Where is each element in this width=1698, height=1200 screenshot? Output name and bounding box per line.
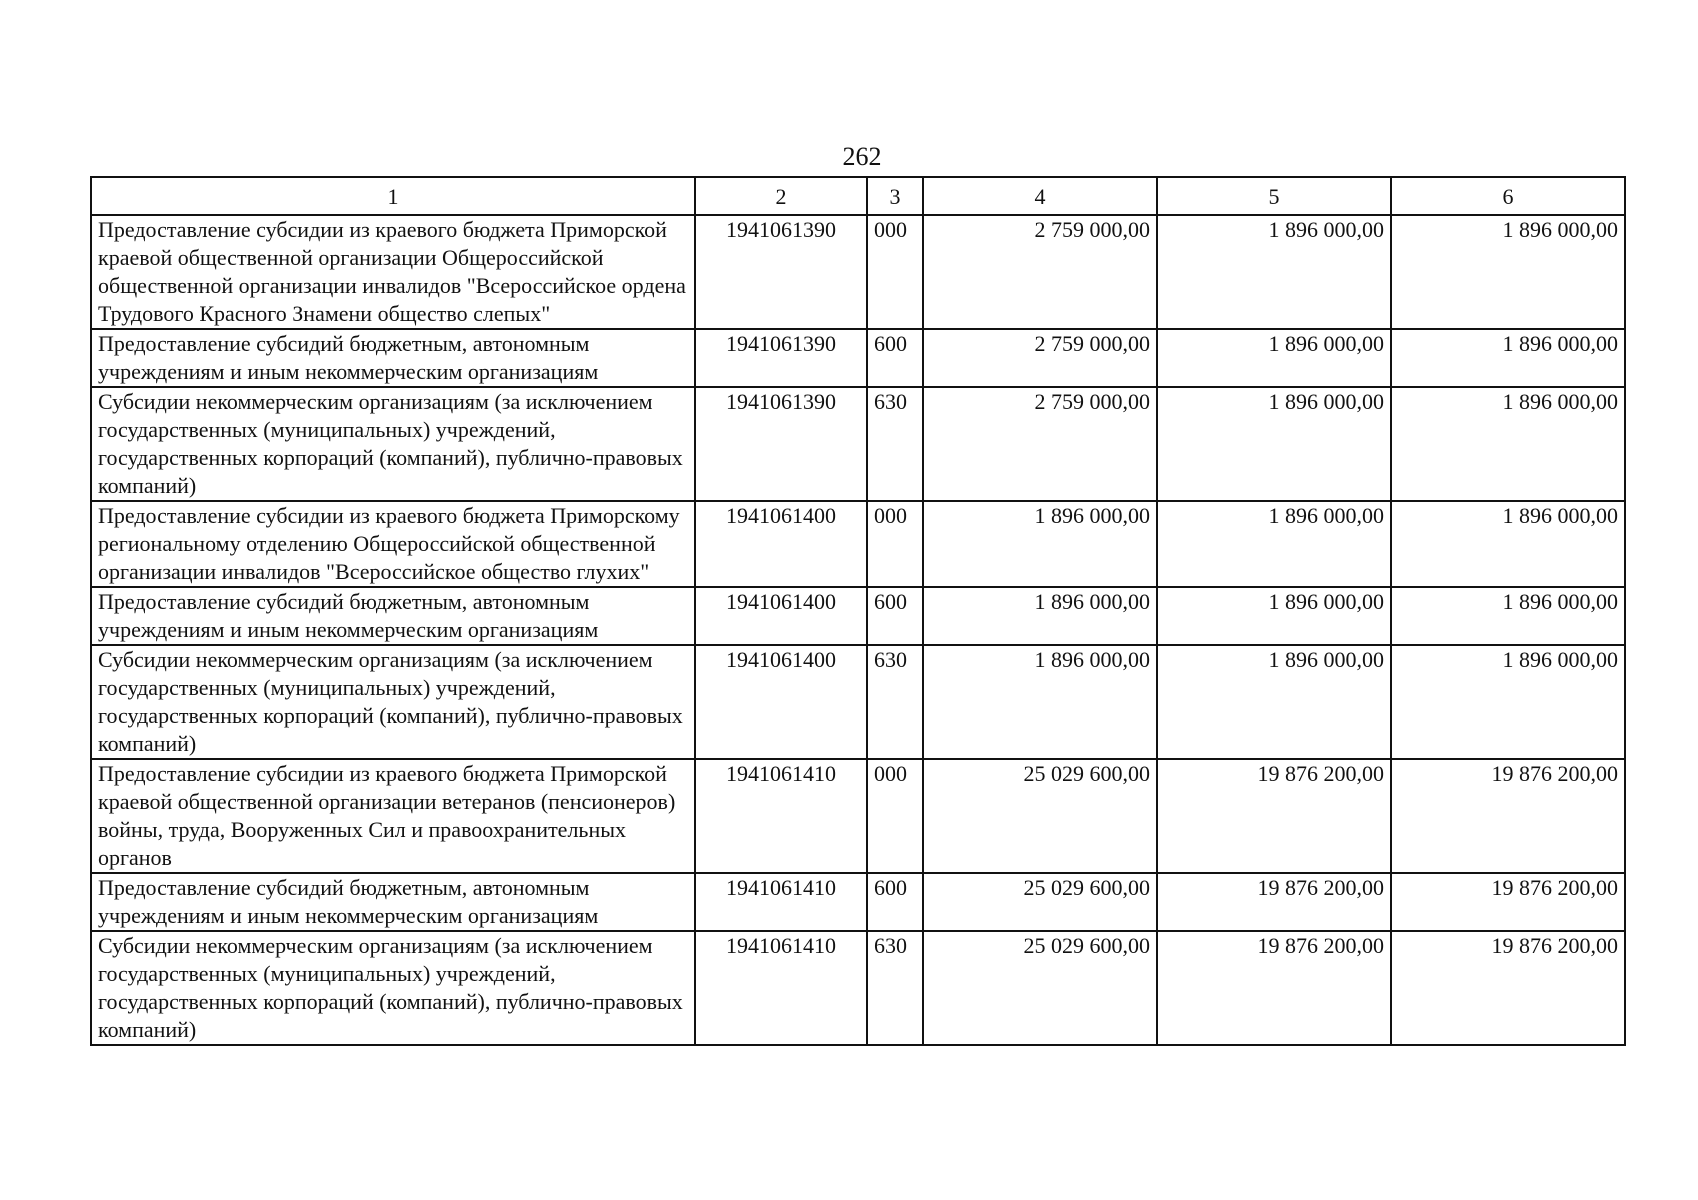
row-name: Предоставление субсидий бюджетным, автономным учреждениям и иным некоммерческим организациям (91, 587, 695, 645)
table-row (91, 329, 1625, 387)
row-amount-col6: 19 876 200,00 (1391, 931, 1625, 1045)
row-amount-col6: 1 896 000,00 (1391, 501, 1625, 587)
column-header-1: 1 (91, 177, 695, 215)
row-target-code: 1941061410 (695, 873, 867, 931)
row-amount-col4: 2 759 000,00 (923, 329, 1157, 387)
row-amount-col5: 1 896 000,00 (1157, 329, 1391, 387)
table-row (91, 759, 1625, 873)
row-name: Субсидии некоммерческим организациям (за исключением государственных (муниципальных) учреждений, государственных корпораций (компаний), публично-правовых компаний) (91, 645, 695, 759)
row-amount-col5: 19 876 200,00 (1157, 873, 1391, 931)
table-row (91, 587, 1625, 645)
row-target-code: 1941061410 (695, 759, 867, 873)
row-name: Предоставление субсидий бюджетным, автономным учреждениям и иным некоммерческим организациям (91, 873, 695, 931)
row-amount-col6: 1 896 000,00 (1391, 387, 1625, 501)
row-amount-col5: 1 896 000,00 (1157, 645, 1391, 759)
table-body (91, 215, 1625, 1045)
row-target-code: 1941061400 (695, 645, 867, 759)
column-header-2: 2 (695, 177, 867, 215)
row-target-code: 1941061390 (695, 387, 867, 501)
column-header-6: 6 (1391, 177, 1625, 215)
row-amount-col5: 1 896 000,00 (1157, 387, 1391, 501)
row-amount-col4: 1 896 000,00 (923, 587, 1157, 645)
row-amount-col5: 1 896 000,00 (1157, 587, 1391, 645)
table-row (91, 387, 1625, 501)
row-amount-col4: 1 896 000,00 (923, 645, 1157, 759)
table-row (91, 215, 1625, 329)
row-name: Предоставление субсидий бюджетным, автономным учреждениям и иным некоммерческим организациям (91, 329, 695, 387)
row-name: Предоставление субсидии из краевого бюджета Приморскому региональному отделению Общероссийской общественной организации инвалидов "Всероссийское общество глухих" (91, 501, 695, 587)
row-amount-col6: 1 896 000,00 (1391, 215, 1625, 329)
row-target-code: 1941061400 (695, 587, 867, 645)
row-amount-col6: 1 896 000,00 (1391, 645, 1625, 759)
page-number: 262 (842, 142, 882, 171)
header-row (91, 177, 1625, 215)
row-expense-type: 000 (867, 215, 923, 329)
table-row (91, 645, 1625, 759)
row-amount-col5: 19 876 200,00 (1157, 931, 1391, 1045)
row-expense-type: 630 (867, 645, 923, 759)
table-row (91, 873, 1625, 931)
row-amount-col4: 2 759 000,00 (923, 215, 1157, 329)
row-name: Субсидии некоммерческим организациям (за исключением государственных (муниципальных) учреждений, государственных корпораций (компаний), публично-правовых компаний) (91, 931, 695, 1045)
row-target-code: 1941061390 (695, 329, 867, 387)
row-amount-col5: 1 896 000,00 (1157, 501, 1391, 587)
row-target-code: 1941061390 (695, 215, 867, 329)
row-expense-type: 000 (867, 501, 923, 587)
row-expense-type: 630 (867, 931, 923, 1045)
row-amount-col6: 1 896 000,00 (1391, 587, 1625, 645)
row-target-code: 1941061400 (695, 501, 867, 587)
row-expense-type: 600 (867, 587, 923, 645)
column-header-3: 3 (867, 177, 923, 215)
row-amount-col6: 1 896 000,00 (1391, 329, 1625, 387)
row-amount-col5: 19 876 200,00 (1157, 759, 1391, 873)
budget-table (90, 176, 1626, 1046)
table-row (91, 501, 1625, 587)
row-amount-col4: 25 029 600,00 (923, 759, 1157, 873)
table-row (91, 931, 1625, 1045)
row-amount-col4: 25 029 600,00 (923, 873, 1157, 931)
row-expense-type: 000 (867, 759, 923, 873)
row-amount-col6: 19 876 200,00 (1391, 759, 1625, 873)
column-header-4: 4 (923, 177, 1157, 215)
column-header-5: 5 (1157, 177, 1391, 215)
row-name: Субсидии некоммерческим организациям (за исключением государственных (муниципальных) учреждений, государственных корпораций (компаний), публично-правовых компаний) (91, 387, 695, 501)
row-expense-type: 600 (867, 873, 923, 931)
row-expense-type: 600 (867, 329, 923, 387)
row-amount-col4: 25 029 600,00 (923, 931, 1157, 1045)
row-amount-col4: 2 759 000,00 (923, 387, 1157, 501)
row-amount-col6: 19 876 200,00 (1391, 873, 1625, 931)
row-name: Предоставление субсидии из краевого бюджета Приморской краевой общественной организации ветеранов (пенсионеров) войны, труда, Вооруженных Сил и правоохранительных органов (91, 759, 695, 873)
row-amount-col5: 1 896 000,00 (1157, 215, 1391, 329)
row-name: Предоставление субсидии из краевого бюджета Приморской краевой общественной организации Общероссийской общественной организации инвалидов "Всероссийское ордена Трудового Красного Знамени общество слепых" (91, 215, 695, 329)
row-target-code: 1941061410 (695, 931, 867, 1045)
row-amount-col4: 1 896 000,00 (923, 501, 1157, 587)
row-expense-type: 630 (867, 387, 923, 501)
